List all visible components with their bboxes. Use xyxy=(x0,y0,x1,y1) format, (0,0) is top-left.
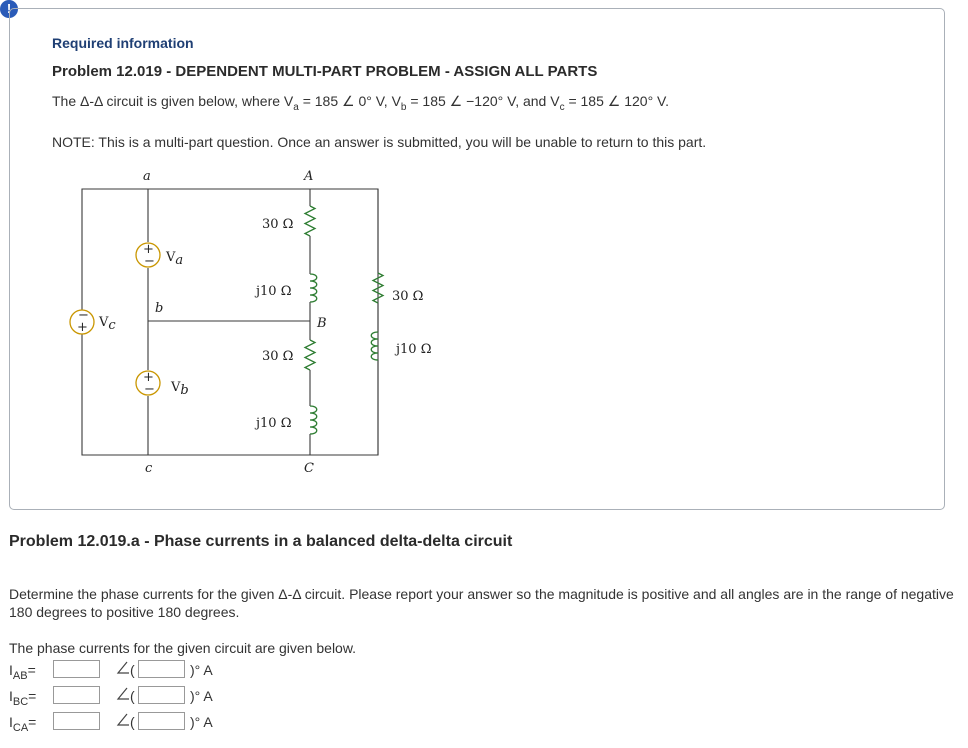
label-va: Va xyxy=(166,250,184,268)
note-text: NOTE: This is a multi-part question. Once an answer is submitted, you will be unable to return to this part. xyxy=(52,134,707,150)
vb-minus: − xyxy=(144,382,155,397)
part-instructions: Determine the phase currents for the given Δ-Δ circuit. Please report your answer so the magnitude is positive and all angles are in the range of negative 180 degrees to positive 180 degrees. xyxy=(9,586,954,620)
node-B-label: B xyxy=(317,316,327,331)
resistor-ab xyxy=(305,206,315,236)
ica-open-paren: ( xyxy=(130,714,135,730)
ibc-open-paren: ( xyxy=(130,688,135,704)
ibc-magnitude-input[interactable] xyxy=(53,686,100,704)
circuit-wire-outer xyxy=(82,189,378,455)
inductor-ab xyxy=(310,274,317,302)
label-r-ca: 30 Ω xyxy=(392,289,424,304)
label-r-ab: 30 Ω xyxy=(262,217,294,232)
iab-angle-input[interactable] xyxy=(138,660,185,678)
angle-icon xyxy=(116,687,129,701)
va-minus: − xyxy=(144,254,155,269)
ica-magnitude-input[interactable] xyxy=(53,712,100,730)
ibc-angle-input[interactable] xyxy=(138,686,185,704)
va-plus: + xyxy=(143,242,154,257)
resistor-ca xyxy=(373,273,383,303)
iab-label: $I_{AB}=$ xyxy=(9,662,36,682)
angle-icon xyxy=(116,713,129,727)
node-b-label: b xyxy=(155,301,164,316)
problem-title: Problem 12.019 - DEPENDENT MULTI-PART PROBLEM - ASSIGN ALL PARTS xyxy=(52,63,598,80)
given-text: The phase currents for the given circuit are given below. xyxy=(9,640,357,656)
iab-magnitude-input[interactable] xyxy=(53,660,100,678)
required-info-heading: Required information xyxy=(52,35,194,51)
label-r-bc: 30 Ω xyxy=(262,349,294,364)
statement-sub-b: b xyxy=(400,101,407,113)
inductor-bc xyxy=(310,406,317,434)
vb-plus: + xyxy=(143,370,154,385)
ica-label: $I_{CA}=$ xyxy=(9,714,37,734)
label-vb: Vb xyxy=(171,380,189,398)
node-C-label: C xyxy=(304,461,314,476)
ica-unit: )° A xyxy=(190,714,213,730)
part-title: Problem 12.019.a - Phase currents in a balanced delta-delta circuit xyxy=(9,533,513,550)
label-x-ca: j10 Ω xyxy=(396,342,432,357)
label-x-bc: j10 Ω xyxy=(256,416,292,431)
statement-vc: = 185 ∠ 120° V. xyxy=(564,93,669,109)
statement-sub-c: c xyxy=(559,101,565,113)
node-A-label: A xyxy=(304,169,314,184)
statement-sub-a: a xyxy=(293,101,299,113)
vc-minus: − xyxy=(78,308,89,323)
statement-va: = 185 ∠ 0° V, V xyxy=(298,93,401,109)
statement-prefix: The Δ-Δ circuit is given below, where V xyxy=(52,93,294,109)
alert-icon: ! xyxy=(0,0,18,18)
iab-open-paren: ( xyxy=(130,662,135,678)
label-x-ab: j10 Ω xyxy=(256,284,292,299)
vc-plus: + xyxy=(77,320,88,335)
node-c-label: c xyxy=(145,461,153,476)
ibc-unit: )° A xyxy=(190,688,213,704)
ibc-label: $I_{BC}=$ xyxy=(9,688,37,708)
angle-icon xyxy=(116,661,129,675)
label-vc: Vc xyxy=(99,315,116,333)
iab-unit: )° A xyxy=(190,662,213,678)
ica-angle-input[interactable] xyxy=(138,712,185,730)
inductor-ca xyxy=(371,332,378,360)
statement-vb: = 185 ∠ −120° V, and V xyxy=(406,93,560,109)
resistor-bc xyxy=(305,340,315,370)
node-a-label: a xyxy=(143,169,151,184)
